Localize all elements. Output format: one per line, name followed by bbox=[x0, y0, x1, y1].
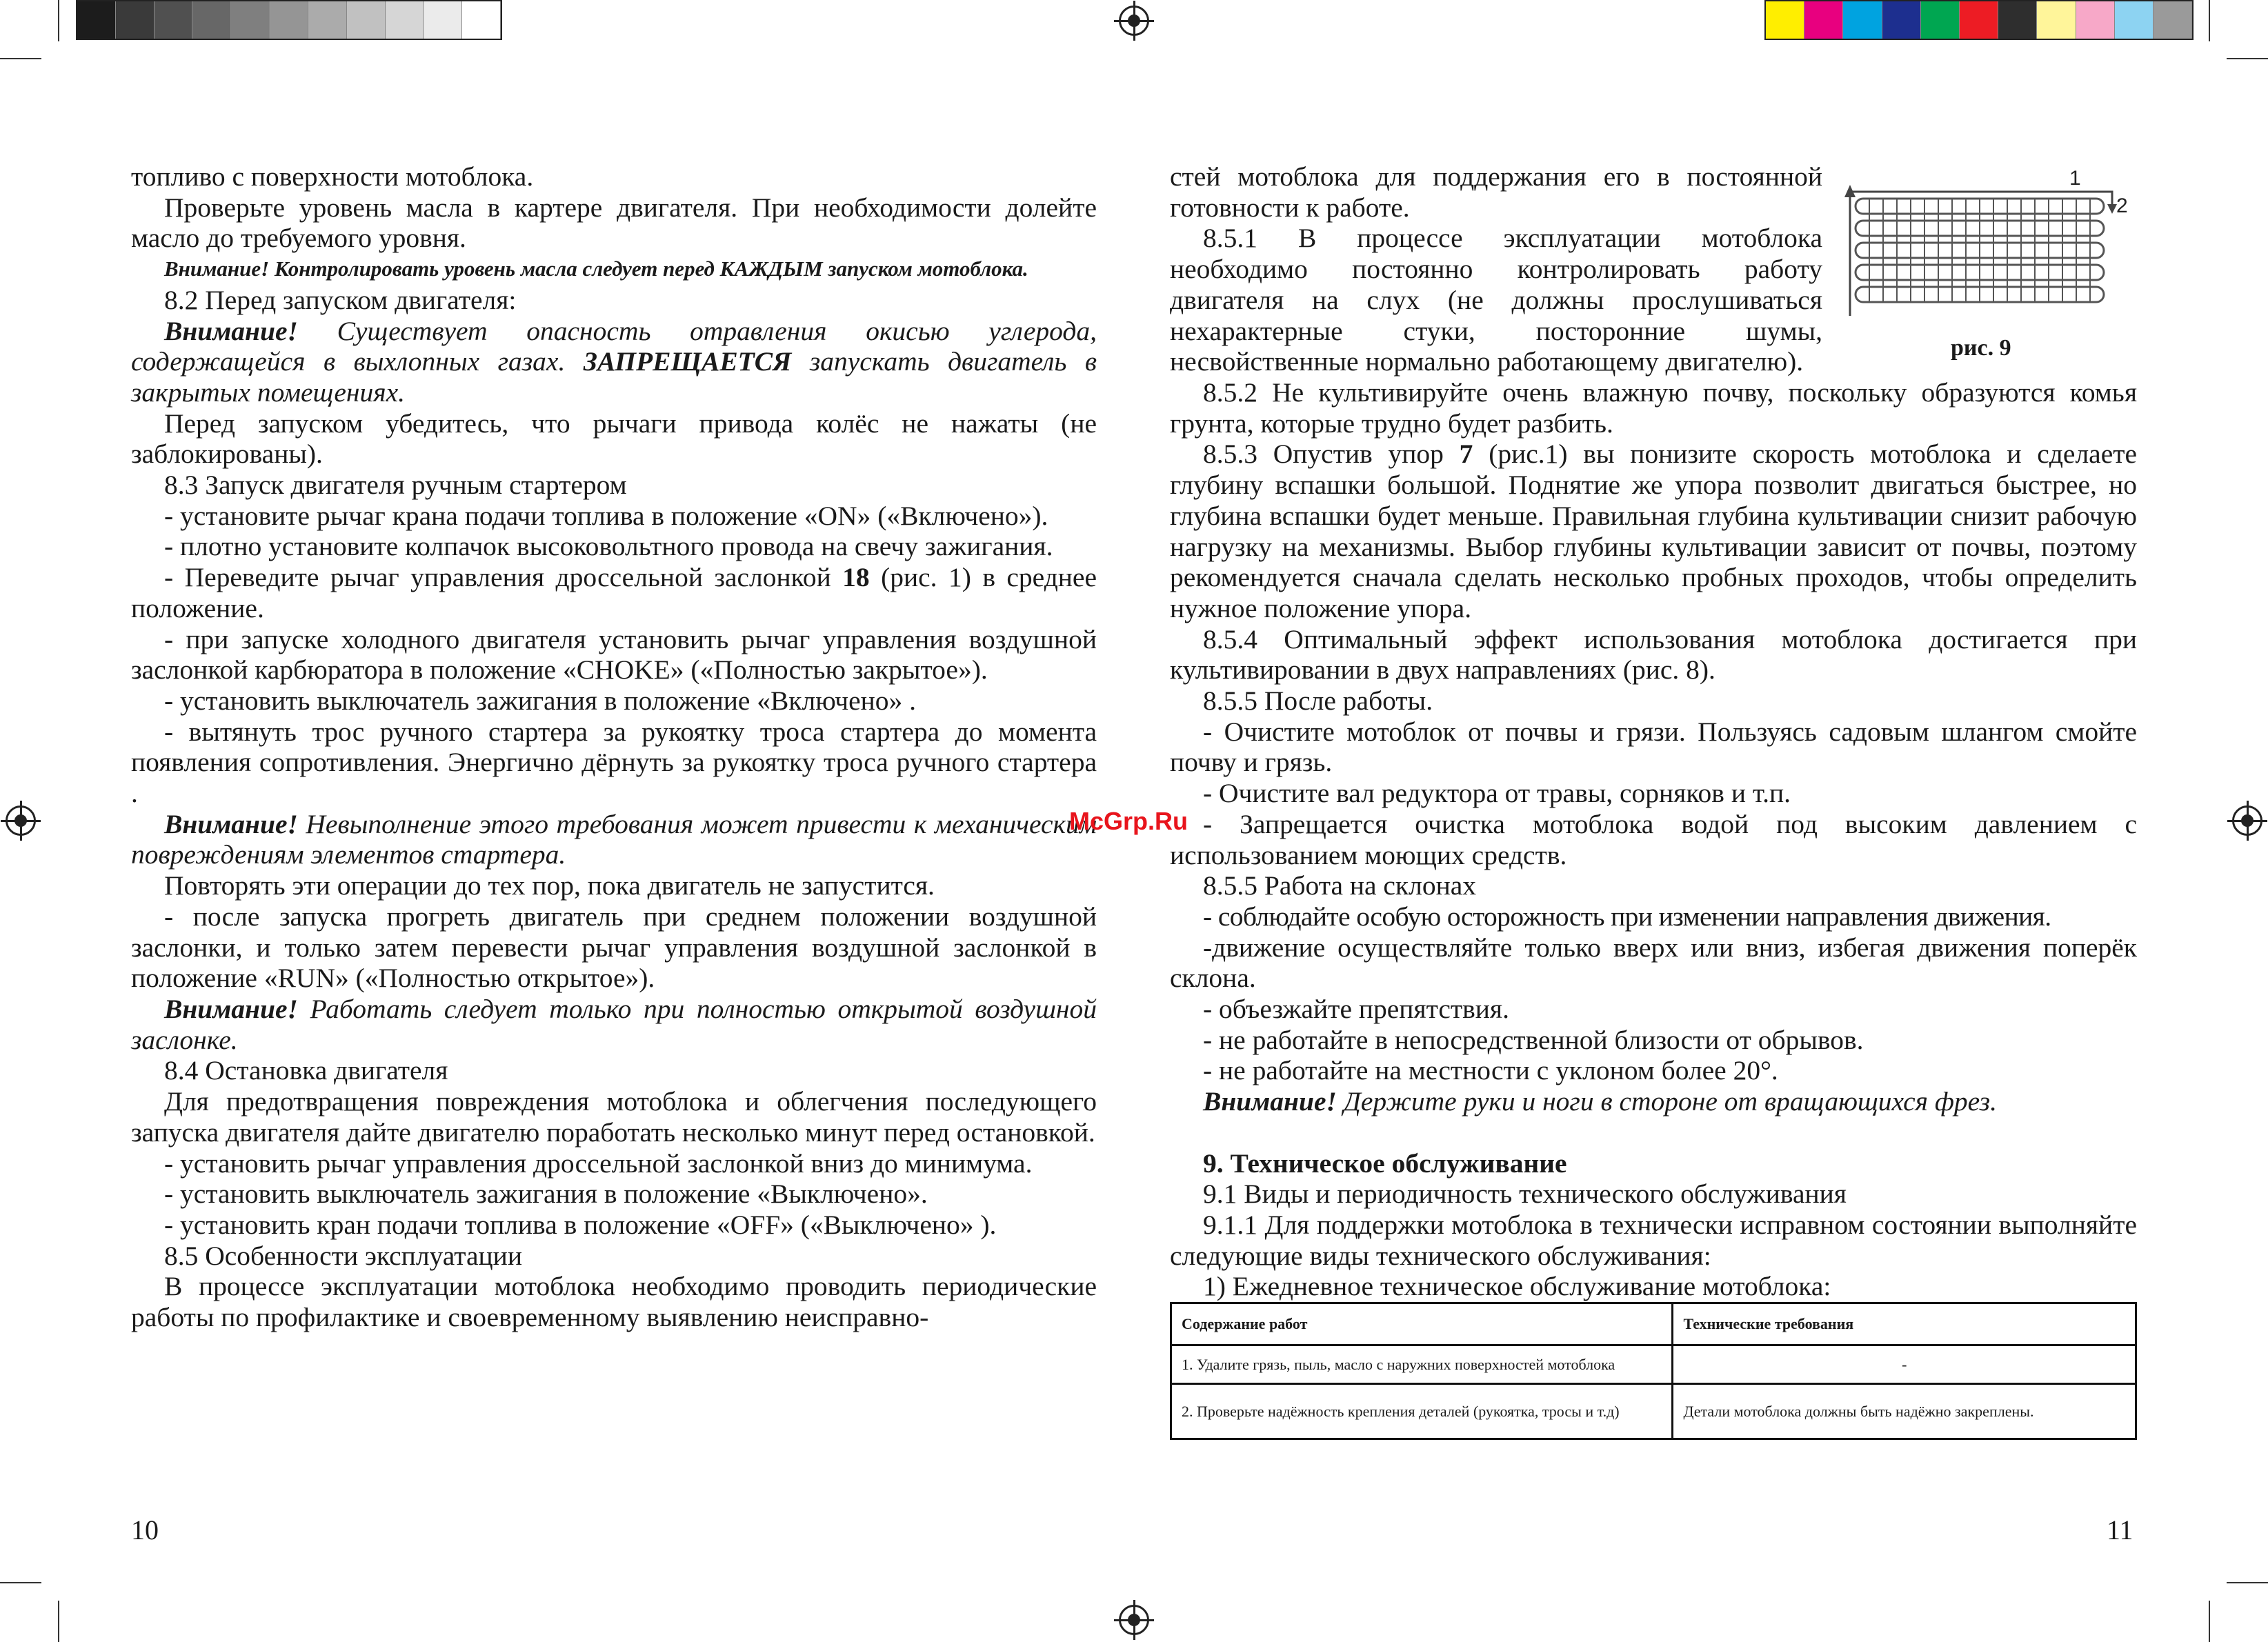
list-item bbox=[131, 562, 1097, 623]
registration-mark-left bbox=[6, 805, 36, 836]
part-number: 18 bbox=[842, 562, 870, 593]
warning-text: Существует опасность отравления окисью углерода, содержащейся в выхлопных газах. bbox=[131, 315, 1097, 377]
crop-mark bbox=[58, 0, 59, 41]
section-heading: 8.5.5 После работы. bbox=[1203, 685, 1433, 717]
list-item: - при запуске холодного двигателя установить рычаг управления воздушной заслонкой карбюратора в положение «CHOKE» («Полностью закрытое»). bbox=[131, 623, 1097, 685]
color-swatch bbox=[2115, 1, 2153, 39]
section-heading: 9.1 Виды и периодичность технического обслуживания bbox=[1203, 1179, 1847, 1210]
right-page-text-top bbox=[1170, 161, 1822, 377]
color-swatch bbox=[2153, 1, 2192, 39]
crop-mark bbox=[2227, 1582, 2268, 1583]
color-swatch bbox=[308, 1, 347, 39]
warning-label: Внимание! bbox=[164, 315, 298, 346]
paragraph: Повторять эти операции до тех пор, пока двигатель не запустится. bbox=[164, 870, 935, 901]
warning-text: Невыполнение этого требования может привести к механическим повреждениям элементов стартера. bbox=[131, 808, 1097, 870]
paragraph: 8.5.4 Оптимальный эффект использования мотоблока достигается при культивировании в двух направлениях (рис. 8). bbox=[1170, 623, 2137, 685]
table-cell: 1. Удалите грязь, пыль, масло с наружних поверхностей мотоблока bbox=[1171, 1345, 1673, 1384]
color-calibration-bar bbox=[1764, 0, 2194, 40]
table-header-cell: Содержание работ bbox=[1171, 1303, 1673, 1345]
table-row bbox=[1171, 1384, 2136, 1439]
warning-text: Работать следует только при полностью открытой воздушной заслонке. bbox=[131, 993, 1097, 1055]
color-swatch bbox=[155, 1, 193, 39]
list-item: - плотно установите колпачок высоковольтного провода на свечу зажигания. bbox=[164, 531, 1053, 562]
right-page-text bbox=[1170, 377, 2137, 1302]
prohibition-label: ЗАПРЕЩАЕТСЯ bbox=[583, 346, 792, 377]
note-text: Внимание! Контролировать уровень масла следует перед КАЖДЫМ запуском мотоблока. bbox=[164, 257, 1028, 281]
table-header-cell: Технические требования bbox=[1673, 1303, 2136, 1345]
color-swatch bbox=[192, 1, 231, 39]
figure-label-1: 1 bbox=[2069, 167, 2081, 190]
section-heading: 8.2 Перед запуском двигателя: bbox=[164, 284, 517, 315]
table-row bbox=[1171, 1345, 2136, 1384]
left-page-text bbox=[131, 161, 1097, 1333]
paragraph: Проверьте уровень масла в картере двигателя. При необходимости долейте масло до требуемого уровня. bbox=[131, 192, 1097, 254]
crop-mark bbox=[2227, 58, 2268, 59]
color-swatch bbox=[1998, 1, 2037, 39]
paragraph: стей мотоблока для поддержания его в постоянной готовности к работе. bbox=[1170, 161, 1822, 223]
list-item: - Запрещается очистка мотоблока водой под высоким давлением с использованием моющих средств. bbox=[1170, 808, 2137, 870]
table-cell: 2. Проверьте надёжность крепления деталей (рукоятка, тросы и т.д) bbox=[1171, 1384, 1673, 1439]
warning-label: Внимание! bbox=[164, 993, 298, 1024]
color-swatch bbox=[77, 1, 116, 39]
page-number-left: 10 bbox=[131, 1514, 159, 1545]
list-item: - установить рычаг управления дроссельной заслонкой вниз до минимума. bbox=[164, 1148, 1033, 1179]
list-item: - вытянуть трос ручного стартера за рукоятку троса стартера до момента появления сопротивления. Энергично дёрнуть за рукоятку троса ручного стартера . bbox=[131, 716, 1097, 809]
color-swatch bbox=[1766, 1, 1804, 39]
list-item: - установите рычаг крана подачи топлива в положение «ON» («Включено»). bbox=[164, 500, 1048, 531]
paragraph bbox=[1170, 439, 2137, 623]
color-swatch bbox=[1843, 1, 1882, 39]
figure-9-cultivation-pattern bbox=[1842, 164, 2131, 332]
paragraph: 9.1.1 Для поддержки мотоблока в технически исправном состоянии выполняйте следующие виды технического обслуживания: bbox=[1170, 1209, 2137, 1271]
list-item: -движение осуществляйте только вверх или вниз, избегая движения поперёк склона. bbox=[1170, 932, 2137, 994]
crop-mark bbox=[2209, 1601, 2210, 1642]
color-swatch bbox=[1921, 1, 1960, 39]
color-swatch bbox=[2076, 1, 2115, 39]
warning-text: Держите руки и ноги в стороне от вращающихся фрез. bbox=[1343, 1086, 1997, 1117]
part-number: 7 bbox=[1459, 439, 1473, 470]
warning-label: Внимание! bbox=[1203, 1086, 1337, 1117]
text: - Переведите рычаг управления дроссельной заслонкой bbox=[164, 562, 831, 593]
list-item: - не работайте в непосредственной близости от обрывов. bbox=[1203, 1024, 1864, 1055]
paragraph: В процессе эксплуатации мотоблока необходимо проводить периодические работы по профилактике и своевременному выявлению неисправно- bbox=[131, 1271, 1097, 1333]
list-item: - Очистите вал редуктора от травы, сорняков и т.п. bbox=[1203, 778, 1791, 809]
section-heading: 8.5 Особенности эксплуатации bbox=[164, 1240, 522, 1271]
warning-paragraph bbox=[1170, 1086, 2137, 1117]
table-cell: Детали мотоблока должны быть надёжно закреплены. bbox=[1673, 1384, 2136, 1439]
color-swatch bbox=[1960, 1, 1998, 39]
color-swatch bbox=[270, 1, 308, 39]
paragraph: 8.5.2 Не культивируйте очень влажную почву, поскольку образуются комья грунта, которые трудно будет разбить. bbox=[1170, 377, 2137, 439]
color-swatch bbox=[386, 1, 424, 39]
chapter-heading: 9. Техническое обслуживание bbox=[1203, 1148, 1567, 1179]
registration-mark-bottom bbox=[1119, 1605, 1149, 1635]
crop-mark bbox=[58, 1601, 59, 1642]
watermark: McGrp.Ru bbox=[1069, 807, 1188, 835]
color-swatch bbox=[424, 1, 462, 39]
paragraph: Для предотвращения повреждения мотоблока и облегчения последующего запуска двигателя дайте двигателю поработать несколько минут перед остановкой. bbox=[131, 1086, 1097, 1148]
paragraph: Перед запуском убедитесь, что рычаги привода колёс не нажаты (не заблокированы). bbox=[131, 408, 1097, 470]
registration-mark-right bbox=[2232, 805, 2262, 836]
grayscale-calibration-bar bbox=[76, 0, 502, 40]
text: (рис. 1) в среднее положение. bbox=[131, 562, 1097, 623]
color-swatch bbox=[1804, 1, 1843, 39]
table-header-row bbox=[1171, 1303, 2136, 1345]
warning-paragraph bbox=[131, 994, 1097, 1055]
warning-paragraph bbox=[131, 316, 1097, 408]
registration-mark-top bbox=[1119, 6, 1149, 36]
list-item: - установить кран подачи топлива в положение «OFF» («Выключено» ). bbox=[164, 1209, 997, 1240]
figure-label-2: 2 bbox=[2116, 194, 2128, 217]
arrow-head-icon bbox=[2107, 204, 2117, 214]
color-swatch bbox=[116, 1, 155, 39]
list-item: - установить выключатель зажигания в положение «Включено» . bbox=[164, 685, 917, 716]
spacer bbox=[1170, 1117, 2137, 1148]
color-swatch bbox=[231, 1, 270, 39]
paragraph: 1) Ежедневное техническое обслуживание мотоблока: bbox=[1203, 1271, 1831, 1302]
text: (рис.1) вы понизите скорость мотоблока и сделаете глубину вспашки большой. Поднятие же упора позволит двигаться быстрее, но глубина вспашки будет меньше. Правильная глубина культивации снизит рабочую нагрузку на механизмы. Выбор глубины культивации зависит от почвы, поэтому рекомендуется сначала сделать несколько пробных проходов, чтобы определить нужное положение упора. bbox=[1170, 439, 2138, 623]
section-heading: 8.3 Запуск двигателя ручным стартером bbox=[164, 470, 627, 501]
color-swatch bbox=[462, 1, 501, 39]
page-number-right: 11 bbox=[2107, 1514, 2133, 1545]
paragraph: 8.5.1 В процессе эксплуатации мотоблока необходимо постоянно контролировать работу двигателя на слух (не должны прослушиваться нехарактерные стуки, посторонние шумы, несвойственные нормально работающему двигателю). bbox=[1170, 223, 1822, 377]
warning-text: запускать двигатель в закрытых помещениях. bbox=[131, 346, 1097, 408]
list-item: - Очистите мотоблок от почвы и грязи. Пользуясь садовым шлангом смойте почву и грязь. bbox=[1170, 716, 2137, 778]
list-item: - установить выключатель зажигания в положение «Выключено». bbox=[164, 1179, 928, 1210]
figure-caption: рис. 9 bbox=[1951, 335, 2011, 361]
crop-mark bbox=[0, 58, 41, 59]
crop-mark bbox=[0, 1582, 41, 1583]
warning-label: Внимание! bbox=[164, 808, 298, 839]
paragraph: топливо с поверхности мотоблока. bbox=[131, 161, 534, 192]
color-swatch bbox=[347, 1, 386, 39]
table-cell: - bbox=[1673, 1345, 2136, 1384]
crop-mark bbox=[2209, 0, 2210, 41]
warning-paragraph bbox=[131, 809, 1097, 870]
section-heading: 8.5.5 Работа на склонах bbox=[1203, 870, 1477, 901]
section-heading: 8.4 Остановка двигателя bbox=[164, 1055, 448, 1086]
list-item: - не работайте на местности с уклоном более 20°. bbox=[1203, 1055, 1778, 1086]
list-item: - после запуска прогреть двигатель при среднем положении воздушной заслонки, и только затем перевести рычаг управления воздушной заслонкой в положение «RUN» («Полностью открытое»). bbox=[131, 901, 1097, 994]
color-swatch bbox=[1882, 1, 1921, 39]
list-item: - соблюдайте особую осторожность при изменении направления движения. bbox=[1203, 901, 2051, 932]
text: 8.5.3 Опустив упор bbox=[1203, 439, 1444, 470]
maintenance-table bbox=[1170, 1302, 2137, 1440]
color-swatch bbox=[2037, 1, 2076, 39]
warning-note bbox=[131, 254, 1097, 285]
list-item: - объезжайте препятствия. bbox=[1203, 994, 1509, 1025]
travel-path bbox=[1850, 192, 2112, 316]
